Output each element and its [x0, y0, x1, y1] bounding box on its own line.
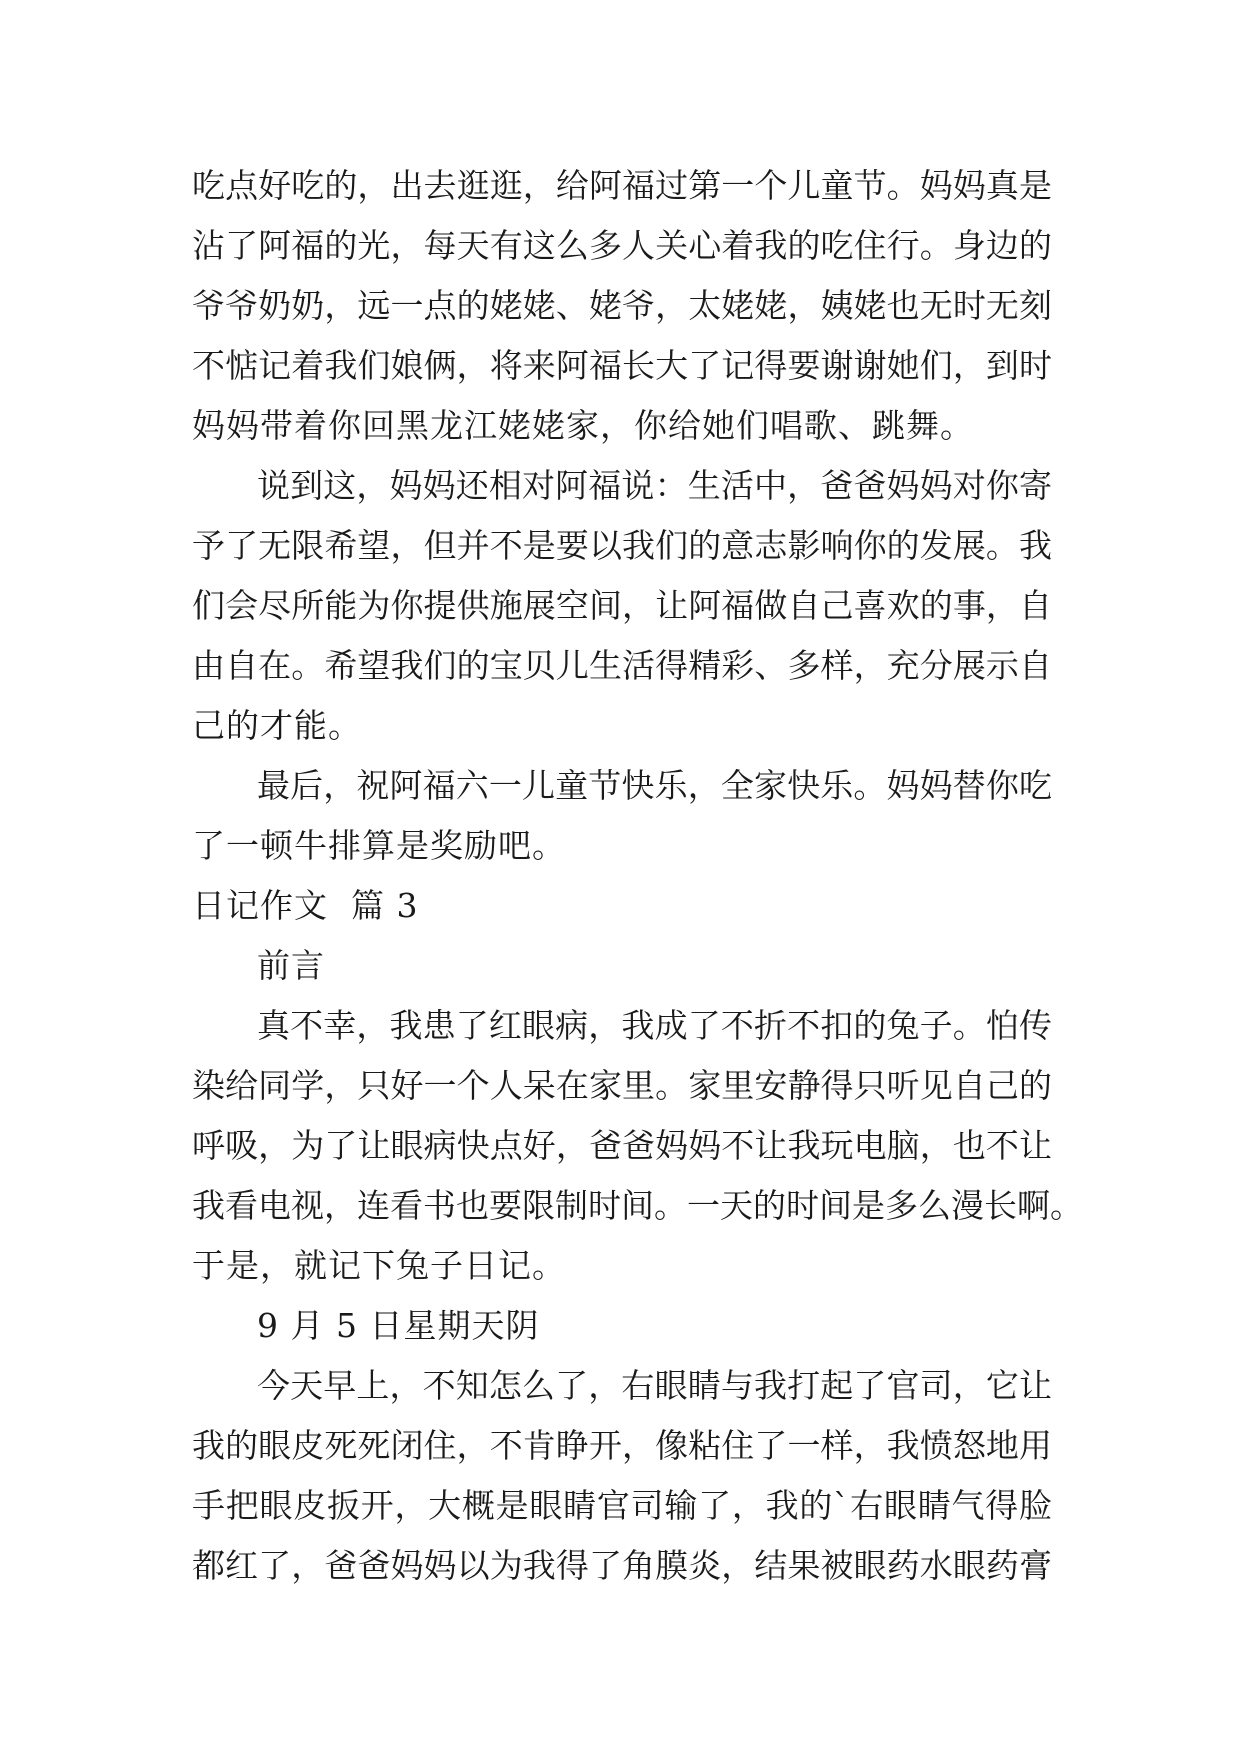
- preface-title: 前言: [257, 946, 325, 985]
- document-page: [192, 156, 1083, 1596]
- text-line: 妈妈带着你回黑龙江姥姥家，你给她们唱歌、跳舞。: [192, 406, 974, 445]
- text-line: 染给同学，只好一个人呆在家里。家里安静得只听见自己的: [192, 1066, 1052, 1105]
- section-heading: 日记作文 篇 3: [192, 886, 419, 925]
- text-line: 最后，祝阿福六一儿童节快乐，全家快乐。妈妈替你吃: [257, 766, 1052, 805]
- paragraph: [192, 996, 1083, 1296]
- text-line: 说到这，妈妈还相对阿福说：生活中，爸爸妈妈对你寄: [257, 466, 1052, 505]
- text-line: 己的才能。: [192, 706, 362, 745]
- text-line: 沾了阿福的光，每天有这么多人关心着我的吃住行。身边的: [192, 226, 1052, 265]
- paragraph: [192, 1356, 1052, 1596]
- text-line: 由自在。希望我们的宝贝儿生活得精彩、多样，充分展示自: [192, 646, 1052, 685]
- paragraph: [192, 756, 1052, 876]
- text-line: 真不幸，我患了红眼病，我成了不折不扣的兔子。怕传: [257, 1006, 1052, 1045]
- text-line: 于是，就记下兔子日记。: [192, 1246, 566, 1285]
- diary-date: 9 月 5 日星期天阴: [257, 1306, 540, 1345]
- text-line: 我的眼皮死死闭住，不肯睁开，像粘住了一样，我愤怒地用: [192, 1426, 1052, 1465]
- text-line: 爷爷奶奶，远一点的姥姥、姥爷，太姥姥，姨姥也无时无刻: [192, 286, 1052, 325]
- text-line: 今天早上，不知怎么了，右眼睛与我打起了官司，它让: [257, 1366, 1052, 1405]
- text-line: 呼吸，为了让眼病快点好，爸爸妈妈不让我玩电脑，也不让: [192, 1126, 1052, 1165]
- text-line: 手把眼皮扳开，大概是眼睛官司输了，我的`右眼睛气得脸: [192, 1486, 1052, 1525]
- text-line: 吃点好吃的，出去逛逛，给阿福过第一个儿童节。妈妈真是: [192, 166, 1052, 205]
- text-line: 们会尽所能为你提供施展空间，让阿福做自己喜欢的事，自: [192, 586, 1052, 625]
- text-line: 我看电视，连看书也要限制时间。一天的时间是多么漫长啊。: [192, 1186, 1083, 1225]
- paragraph: [192, 156, 1052, 456]
- text-line: 了一顿牛排算是奖励吧。: [192, 826, 566, 865]
- text-line: 都红了，爸爸妈妈以为我得了角膜炎，结果被眼药水眼药膏: [192, 1546, 1052, 1585]
- text-line: 予了无限希望，但并不是要以我们的意志影响你的发展。我: [192, 526, 1052, 565]
- paragraph: [192, 456, 1052, 756]
- text-line: 不惦记着我们娘俩，将来阿福长大了记得要谢谢她们，到时: [192, 346, 1052, 385]
